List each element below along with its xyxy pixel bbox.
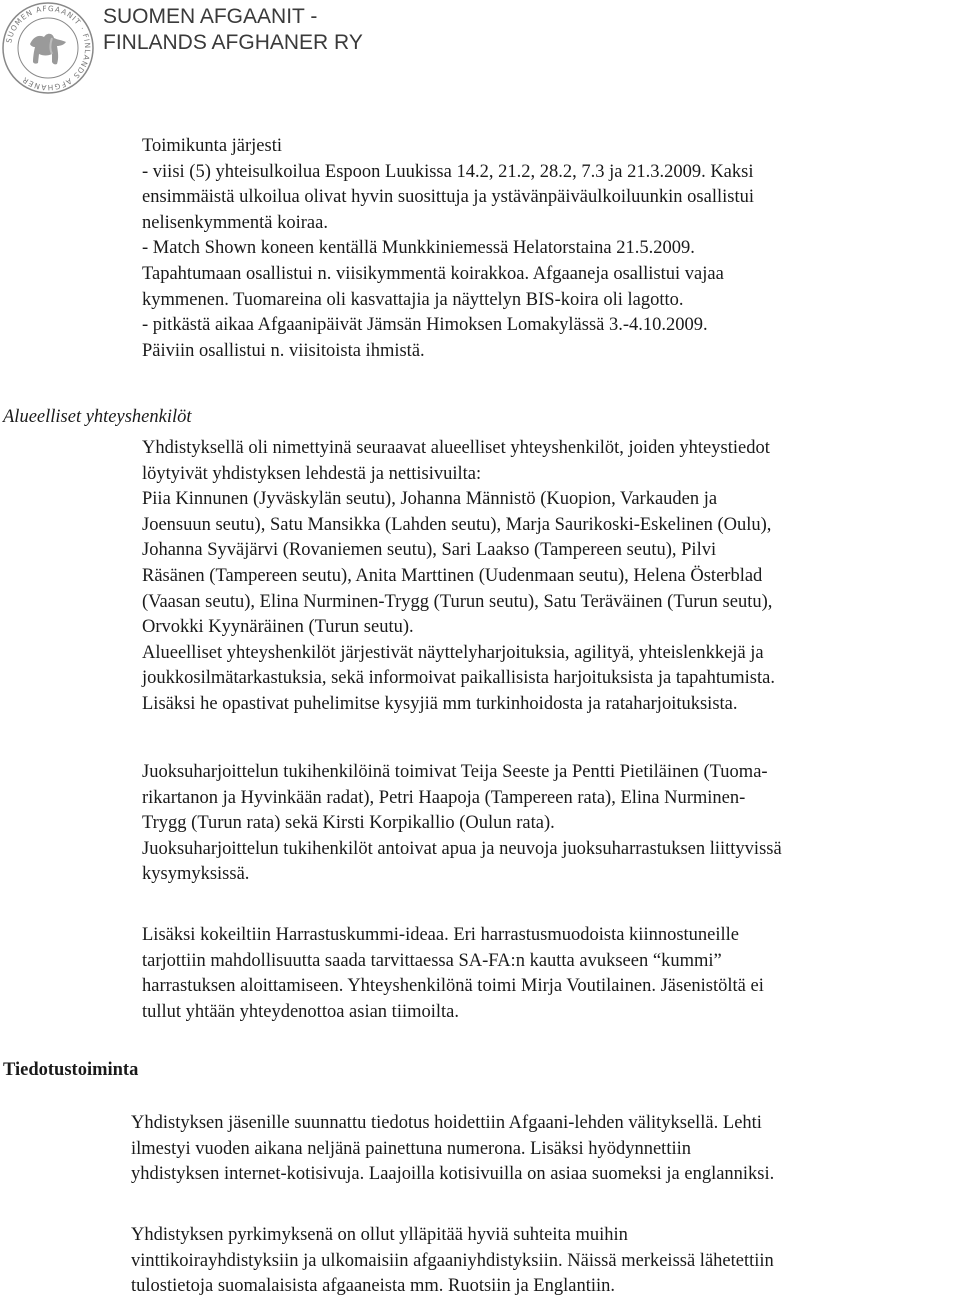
organization-name xyxy=(103,4,363,56)
text-line: kymmenen. Tuomareina oli kasvattajia ja näyttelyn BIS-koira oli lagotto. xyxy=(142,289,684,310)
alueelliset-paragraph-1 xyxy=(142,436,775,718)
text-line: Alueelliset yhteyshenkilöt järjestivät näyttelyharjoituksia, agilityä, yhteislenkkejä ja xyxy=(142,642,764,663)
org-name-line-1: SUOMEN AFGAANIT - xyxy=(103,5,318,28)
text-line: tulostietoja suomalaisista afgaaneista mm. Ruotsiin ja Englantiin. xyxy=(131,1276,615,1297)
text-line: - viisi (5) yhteisulkoilua Espoon Luukissa 14.2, 21.2, 28.2, 7.3 ja 21.3.2009. Kaksi xyxy=(142,161,754,182)
text-line: Yhdistyksen pyrkimyksenä on ollut ylläpitää hyviä suhteita muihin xyxy=(131,1225,628,1245)
text-line: Lisäksi he opastivat puhelimitse kysyjiä mm turkinhoidosta ja rataharjoituksista. xyxy=(142,693,738,714)
text-line: Yhdistyksen jäsenille suunnattu tiedotus hoidettiin Afgaani-lehden välityksellä. Lehti xyxy=(131,1113,762,1133)
text-line: ensimmäistä ulkoilua olivat hyvin suosittuja ja ystävänpäiväulkoiluunkin osallistui xyxy=(142,187,754,208)
text-line: yhdistyksen internet-kotisivuja. Laajoilla kotisivuilla on asiaa suomeksi ja englanniksi. xyxy=(131,1164,775,1185)
section-heading-tiedotustoiminta: Tiedotustoiminta xyxy=(3,1060,139,1080)
text-line: Yhdistyksellä oli nimettyinä seuraavat alueelliset yhteyshenkilöt, joiden yhteystiedot xyxy=(142,438,770,458)
text-line: Päiviin osallistui n. viisitoista ihmistä. xyxy=(142,340,425,361)
text-line: Tapahtumaan osallistui n. viisikymmentä koirakkoa. Afgaaneja osallistui vajaa xyxy=(142,263,724,284)
text-line: vinttikoirayhdistyksiin ja ulkomaisiin afgaaniyhdistyksiin. Näissä merkeissä lähetettiin xyxy=(131,1250,774,1271)
text-line: Lisäksi kokeiltiin Harrastuskummi-ideaa. Eri harrastusmuodoista kiinnostuneille xyxy=(142,925,740,945)
alueelliset-paragraph-2 xyxy=(142,760,782,888)
text-line: - Match Shown koneen kentällä Munkkiniemessä Helatorstaina 21.5.2009. xyxy=(142,238,695,259)
section-heading-alueelliset: Alueelliset yhteyshenkilöt xyxy=(3,407,192,427)
text-line: Joensuun seutu), Satu Mansikka (Lahden seutu), Marja Saurikoski-Eskelinen (Oulu), xyxy=(142,514,772,535)
text-line: Toimikunta järjesti xyxy=(142,136,282,156)
org-name-line-2: FINLANDS AFGHANER RY xyxy=(103,31,363,54)
text-line: nelisenkymmentä koiraa. xyxy=(142,212,328,233)
text-line: joukkosilmätarkastuksia, sekä informoivat paikallisista harjoituksista ja tapahtumista. xyxy=(142,668,775,689)
text-line: rikartanon ja Hyvinkään radat), Petri Haapoja (Tampereen rata), Elina Nurminen- xyxy=(142,787,746,808)
tiedotus-paragraph-2 xyxy=(131,1223,774,1300)
text-line: Orvokki Kyynäräinen (Turun seutu). xyxy=(142,617,414,638)
text-line: löytyivät yhdistyksen lehdestä ja nettisivuilta: xyxy=(142,463,482,484)
text-line: Trygg (Turun rata) sekä Kirsti Korpikallio (Oulun rata). xyxy=(142,813,555,834)
text-line: Juoksuharjoittelun tukihenkilöinä toimivat Teija Seeste ja Pentti Pietiläinen (Tuoma- xyxy=(142,762,768,782)
text-line: tullut yhtään yhteydenottoa asian tiimoilta. xyxy=(142,1001,460,1022)
toimikunta-section xyxy=(142,134,754,364)
text-line: Juoksuharjoittelun tukihenkilöt antoivat apua ja neuvoja juoksuharrastuksen liittyvissä xyxy=(142,838,782,859)
text-line: Räsänen (Tampereen seutu), Anita Marttinen (Uudenmaan seutu), Helena Österblad xyxy=(142,565,763,586)
text-line: Piia Kinnunen (Jyväskylän seutu), Johanna Männistö (Kuopion, Varkauden ja xyxy=(142,489,718,510)
afghan-hound-logo-icon xyxy=(0,0,96,96)
text-line: harrastuksen aloittamiseen. Yhteyshenkilönä toimi Mirja Voutilainen. Jäsenistöltä ei xyxy=(142,976,764,997)
logo-ring-text: SUOMEN AFGAANIT · FINLANDS AFGHANER xyxy=(4,3,93,93)
text-line: Johanna Syväjärvi (Rovaniemen seutu), Sari Laakso (Tampereen seutu), Pilvi xyxy=(142,540,717,561)
alueelliset-paragraph-3 xyxy=(142,923,764,1025)
text-line: tarjottiin mahdollisuutta saada tarvittaessa SA-FA:n kautta avukseen “kummi” xyxy=(142,950,722,971)
text-line: - pitkästä aikaa Afgaanipäivät Jämsän Himoksen Lomakylässä 3.-4.10.2009. xyxy=(142,315,708,336)
text-line: ilmestyi vuoden aikana neljänä painettuna numerona. Lisäksi hyödynnettiin xyxy=(131,1138,691,1159)
text-line: (Vaasan seutu), Elina Nurminen-Trygg (Turun seutu), Satu Teräväinen (Turun seutu), xyxy=(142,591,773,612)
text-line: kysymyksissä. xyxy=(142,864,250,885)
tiedotus-paragraph-1 xyxy=(131,1111,774,1188)
